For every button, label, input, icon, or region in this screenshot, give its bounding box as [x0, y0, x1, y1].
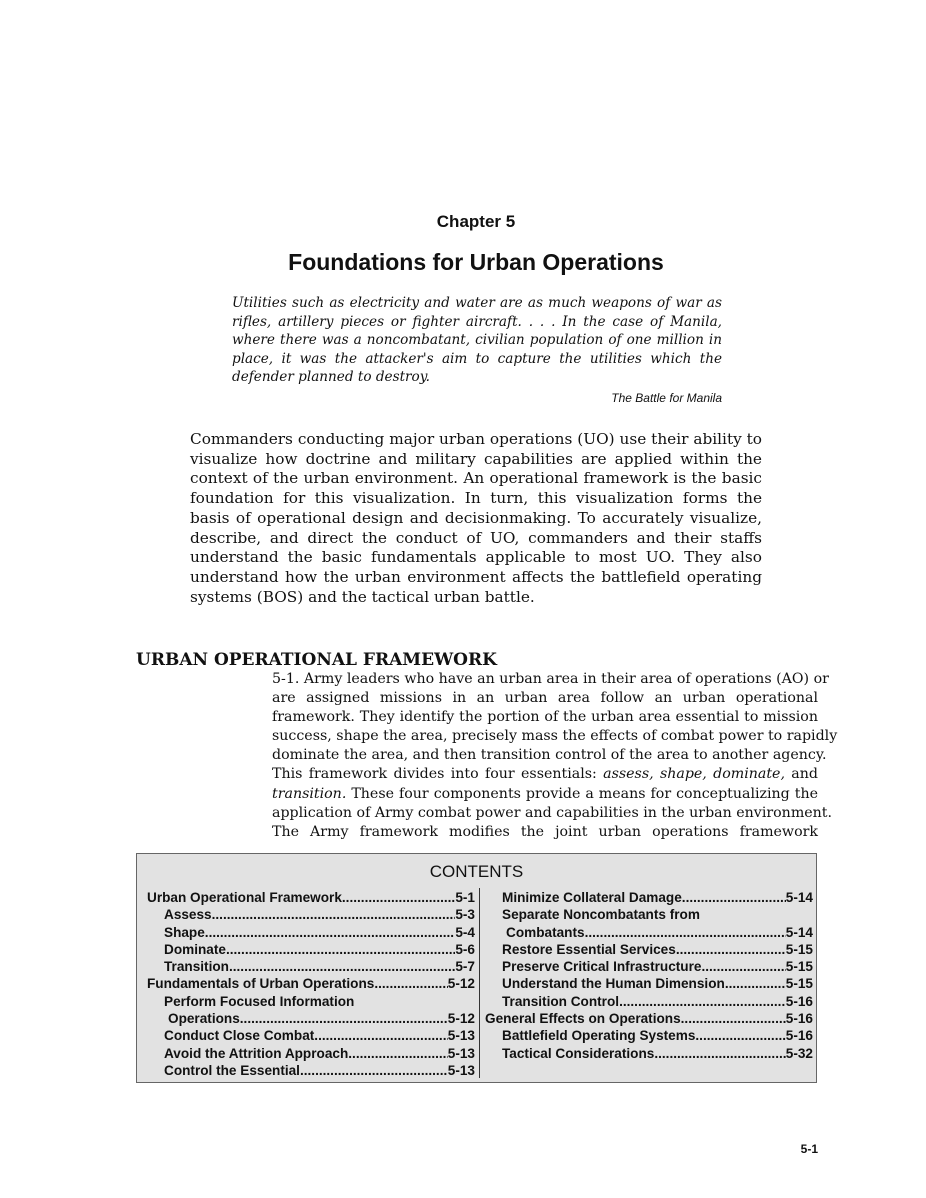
para-line: are assigned missions in an urban area follow an urban operational	[272, 690, 818, 707]
contents-entry[interactable]	[485, 1045, 813, 1062]
contents-entry[interactable]	[147, 924, 475, 941]
entry-page: 5-15	[785, 976, 813, 992]
entry-label: Combatants	[506, 924, 585, 940]
quote-line: place, it was the attacker's aim to capture the utilities which the	[232, 350, 722, 367]
entry-label: Transition	[164, 959, 229, 975]
column-divider	[479, 888, 480, 1078]
entry-label: Battlefield Operating Systems	[502, 1028, 696, 1044]
entry-label: Operations	[168, 1011, 240, 1027]
dot-leader	[348, 1045, 448, 1062]
entry-page: 5-12	[447, 1011, 475, 1027]
contents-entry[interactable]	[485, 906, 813, 923]
intro-line: describe, and direct the conduct of UO, commanders and their staffs	[190, 528, 762, 547]
epigraph-quote	[232, 294, 722, 387]
entry-label: Perform Focused Information	[164, 993, 355, 1009]
entry-page: 5-1	[455, 890, 475, 905]
para-line: success, shape the area, precisely mass the effects of combat power to rapidly	[272, 728, 838, 745]
entry-page: 5-13	[447, 1045, 475, 1061]
intro-line: foundation for this visualization. In turn, this visualization forms the	[190, 489, 762, 508]
quote-line: Utilities such as electricity and water are as much weapons of war as	[232, 295, 722, 311]
para-line	[272, 785, 818, 804]
entry-page: 5-16	[785, 1028, 813, 1044]
dot-leader	[682, 889, 786, 906]
dot-leader	[619, 993, 786, 1010]
para-line: 5-1. Army leaders who have an urban area in their area of operations (AO) or	[272, 671, 829, 687]
entry-page: 5-13	[447, 1028, 475, 1044]
para-line	[272, 765, 818, 784]
dot-leader	[585, 924, 786, 941]
entry-page: 5-14	[785, 890, 813, 905]
intro-line: Commanders conducting major urban operations (UO) use their ability to	[190, 430, 762, 448]
dot-leader	[725, 975, 786, 992]
quote-line: where there was a noncombatant, civilian population of one million in	[232, 332, 722, 349]
dot-leader	[676, 941, 786, 958]
entry-page: 5-3	[455, 907, 475, 923]
section-heading: URBAN OPERATIONAL FRAMEWORK	[136, 650, 497, 670]
dot-leader	[240, 1010, 448, 1027]
quote-line: defender planned to destroy.	[232, 369, 430, 386]
intro-line: context of the urban environment. An operational framework is the basic	[190, 469, 762, 488]
entry-label: Control the Essential	[164, 1062, 300, 1078]
paragraph-5-1	[272, 670, 838, 842]
chapter-title: Foundations for Urban Operations	[288, 249, 664, 275]
dot-leader	[212, 906, 456, 923]
intro-paragraph	[190, 430, 762, 607]
entry-label: Assess	[164, 907, 212, 923]
dot-leader	[701, 958, 785, 975]
intro-line: basis of operational design and decisionmaking. To accurately visualize,	[190, 508, 762, 527]
text: and	[784, 766, 818, 783]
intro-line: understand how the urban environment affects the battlefield operating	[190, 567, 762, 586]
entry-page: 5-13	[447, 1062, 475, 1078]
dot-leader	[226, 941, 455, 958]
entry-page: 5-4	[455, 924, 475, 940]
entry-label: Conduct Close Combat	[164, 1028, 315, 1044]
contents-entry[interactable]	[485, 993, 813, 1010]
entry-page: 5-7	[455, 959, 475, 975]
entry-label: Separate Noncombatants from	[502, 907, 700, 923]
entry-page: 5-12	[447, 976, 475, 992]
entry-label: Understand the Human Dimension	[502, 976, 725, 992]
page-number: 5-1	[800, 1142, 818, 1156]
entry-label: Fundamentals of Urban Operations	[147, 976, 375, 992]
contents-entry[interactable]	[485, 958, 813, 975]
contents-left-column	[147, 889, 475, 1079]
italic-term: transition.	[272, 785, 347, 802]
contents-entry[interactable]	[147, 1027, 475, 1044]
para-line: framework. They identify the portion of the urban area essential to mission	[272, 709, 818, 726]
entry-label: General Effects on Operations	[485, 1011, 681, 1027]
intro-line: visualize how doctrine and military capabilities are applied within the	[190, 449, 762, 468]
entry-label: Preserve Critical Infrastructure	[502, 959, 702, 975]
entry-label: Shape	[164, 924, 205, 940]
entry-label: Minimize Collateral Damage	[502, 890, 682, 905]
contents-entry[interactable]	[485, 1010, 813, 1027]
dot-leader	[654, 1045, 785, 1062]
entry-label: Urban Operational Framework	[147, 890, 342, 905]
dot-leader	[300, 1062, 448, 1079]
contents-title: CONTENTS	[429, 862, 524, 881]
entry-page: 5-32	[785, 1045, 813, 1061]
entry-page: 5-6	[455, 941, 475, 957]
contents-entry[interactable]	[147, 941, 475, 958]
dot-leader	[695, 1027, 785, 1044]
para-line: The Army framework modifies the joint urban operations framework	[272, 823, 818, 840]
quote-line: rifles, artillery pieces or fighter aircraft. . . . In the case of Manila,	[232, 313, 722, 330]
entry-label: Tactical Considerations	[502, 1045, 655, 1061]
contents-entry[interactable]	[485, 1027, 813, 1044]
dot-leader	[229, 958, 455, 975]
text: This framework divides into four essentials:	[272, 766, 604, 783]
italic-terms: assess, shape, dominate,	[603, 766, 785, 783]
entry-label: Avoid the Attrition Approach	[164, 1045, 349, 1061]
entry-label: Restore Essential Services	[502, 941, 676, 957]
dot-leader	[314, 1027, 447, 1044]
dot-leader	[681, 1010, 786, 1027]
entry-page: 5-15	[785, 941, 813, 957]
intro-line: understand the basic fundamentals applicable to most UO. They also	[190, 548, 762, 567]
entry-page: 5-14	[785, 924, 813, 940]
contents-entry[interactable]	[147, 1045, 475, 1062]
entry-page: 5-16	[785, 1011, 813, 1027]
intro-line: systems (BOS) and the tactical urban battle.	[190, 587, 535, 606]
contents-entry[interactable]	[485, 975, 813, 992]
dot-leader	[374, 975, 447, 992]
contents-entry[interactable]	[147, 958, 475, 975]
contents-entry[interactable]	[147, 889, 475, 906]
contents-entry[interactable]	[147, 1062, 475, 1079]
text: These four components provide a means for conceptualizing the	[346, 785, 818, 802]
entry-label: Dominate	[164, 941, 226, 957]
dot-leader	[342, 889, 455, 906]
entry-label: Transition Control	[502, 993, 620, 1009]
para-line: dominate the area, and then transition control of the area to another agency.	[272, 747, 827, 764]
chapter-number: Chapter 5	[436, 212, 516, 231]
contents-box	[136, 853, 817, 1083]
contents-right-column	[485, 889, 813, 1062]
contents-entry[interactable]	[485, 941, 813, 958]
contents-entry[interactable]	[485, 889, 813, 906]
contents-entry[interactable]	[147, 906, 475, 923]
contents-entry[interactable]	[485, 924, 813, 941]
contents-entry[interactable]	[147, 1010, 475, 1027]
entry-page: 5-15	[785, 959, 813, 975]
entry-page: 5-16	[785, 993, 813, 1009]
quote-source: The Battle for Manila	[611, 391, 722, 405]
contents-entry[interactable]	[147, 975, 475, 992]
contents-entry[interactable]	[147, 993, 475, 1010]
dot-leader	[205, 924, 456, 941]
para-line: application of Army combat power and capabilities in the urban environment.	[272, 804, 833, 821]
